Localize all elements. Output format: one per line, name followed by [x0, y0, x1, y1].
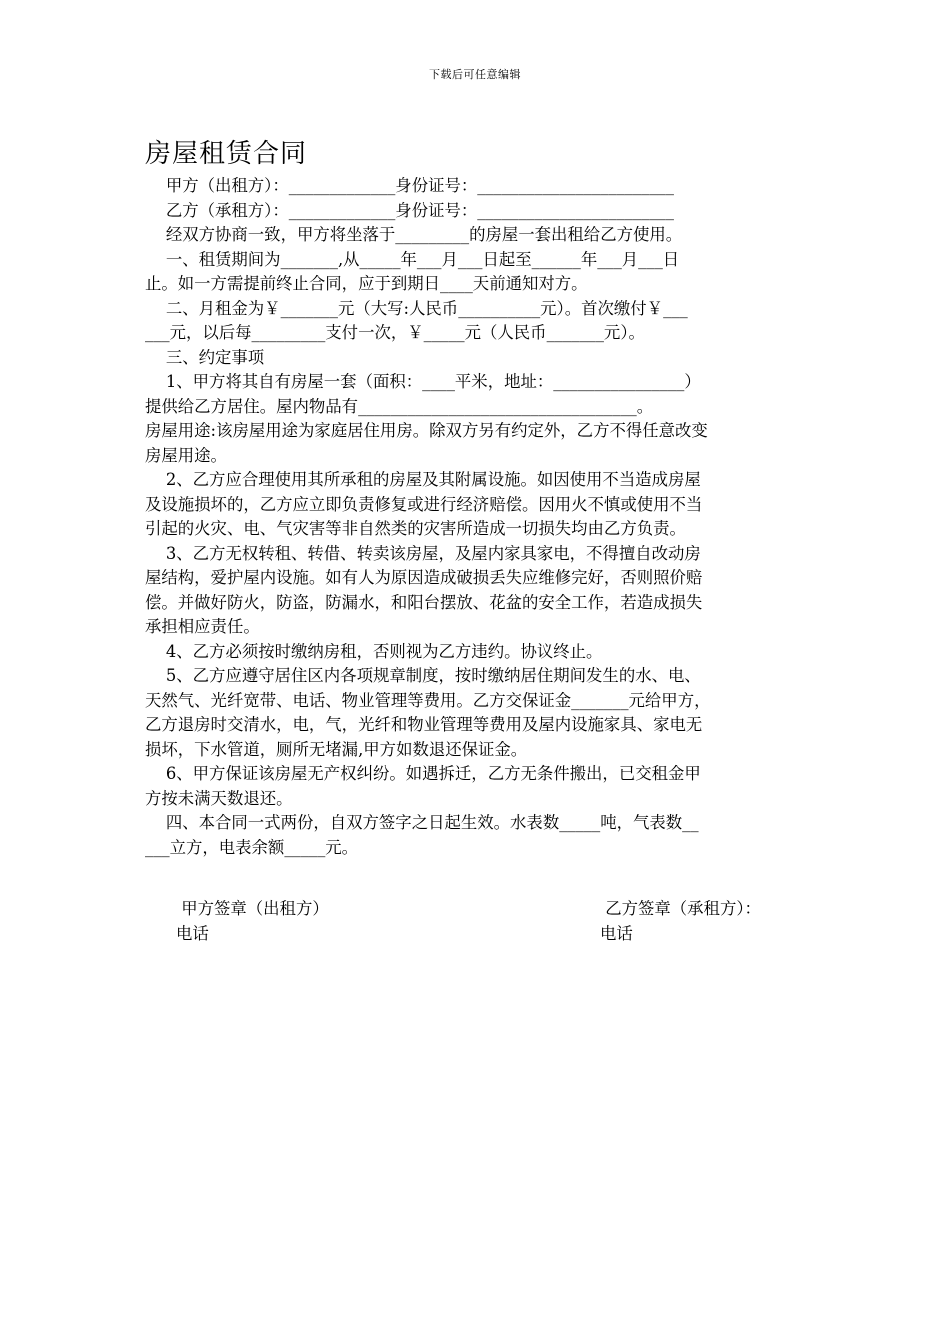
- body-line: 房屋用途:该房屋用途为家庭居住用房。除双方另有约定外，乙方不得任意改变: [145, 421, 708, 440]
- body-line: 承担相应责任。: [145, 617, 260, 636]
- body-line: 2、乙方应合理使用其所承租的房屋及其附属设施。如因使用不当造成房屋: [145, 470, 701, 489]
- party-b-phone-label: 电话: [600, 923, 633, 943]
- body-line: 止。如一方需提前终止合同，应于到期日____天前通知对方。: [145, 274, 588, 293]
- contract-body: [145, 174, 807, 860]
- document-title: 房屋租赁合同: [145, 139, 308, 169]
- body-line: 3、乙方无权转租、转借、转卖该房屋，及屋内家具家电，不得擅自改动房: [145, 543, 701, 563]
- body-line: 一、租赁期间为_______,从_____年___月___日起至______年___月___日: [145, 249, 680, 269]
- body-line: 天然气、光纤宽带、电话、物业管理等费用。乙方交保证金_______元给甲方，: [145, 690, 711, 710]
- party-b-signature: [600, 897, 761, 946]
- body-line: 乙方退房时交清水，电，气，光纤和物业管理等费用及屋内设施家具、家电无: [145, 715, 703, 734]
- body-line: ___元，以后每_________支付一次，￥_____元（人民币_______元）。: [145, 323, 645, 342]
- body-line: 及设施损坏的，乙方应立即负责修复或进行经济赔偿。因用火不慎或使用不当: [145, 494, 703, 514]
- body-line: 提供给乙方居住。屋内物品有__________________________________。: [145, 396, 654, 416]
- body-line: 1、甲方将其自有房屋一套（面积：____平米，地址：________________）: [145, 372, 701, 391]
- body-line: 偿。并做好防火，防盗，防漏水，和阳台摆放、花盆的安全工作，若造成损失: [145, 592, 703, 612]
- body-line: 三、约定事项: [145, 347, 265, 367]
- body-line: 5、乙方应遵守居住区内各项规章制度，按时缴纳居住期间发生的水、电、: [145, 666, 701, 685]
- body-line: 4、乙方必须按时缴纳房租，否则视为乙方违约。协议终止。: [145, 641, 603, 661]
- body-line: 方按未满天数退还。: [145, 788, 293, 808]
- body-line: 甲方（出租方）：_____________身份证号：________________________: [145, 176, 674, 195]
- body-line: 6、甲方保证该房屋无产权纠纷。如遇拆迁，乙方无条件搬出，已交租金甲: [145, 764, 701, 783]
- party-a-phone-label: 电话: [176, 923, 209, 943]
- party-b-signature-label: 乙方签章（承租方）：: [600, 899, 761, 918]
- header-note: 下载后可任意编辑: [429, 68, 521, 81]
- body-line: 房屋用途。: [145, 445, 227, 465]
- body-line: 四、本合同一式两份，自双方签字之日起生效。水表数_____吨，气表数__: [145, 813, 699, 832]
- party-a-signature-label: 甲方签章（出租方）: [176, 899, 329, 918]
- body-line: 屋结构，爱护屋内设施。如有人为原因造成破损丢失应维修完好，否则照价赔: [145, 568, 703, 587]
- body-line: 乙方（承租方）：_____________身份证号：________________________: [145, 200, 674, 220]
- body-line: 经双方协商一致，甲方将坐落于_________的房屋一套出租给乙方使用。: [145, 225, 683, 244]
- party-a-signature: [176, 897, 329, 946]
- body-line: 引起的火灾、电、气灾害等非自然类的灾害所造成一切损失均由乙方负责。: [145, 519, 686, 538]
- body-line: ___立方，电表余额_____元。: [145, 837, 359, 857]
- body-line: 损坏，下水管道，厕所无堵漏,甲方如数退还保证金。: [145, 739, 528, 759]
- body-line: 二、月租金为￥_______元（大写:人民币__________元）。首次缴付￥___: [145, 298, 688, 318]
